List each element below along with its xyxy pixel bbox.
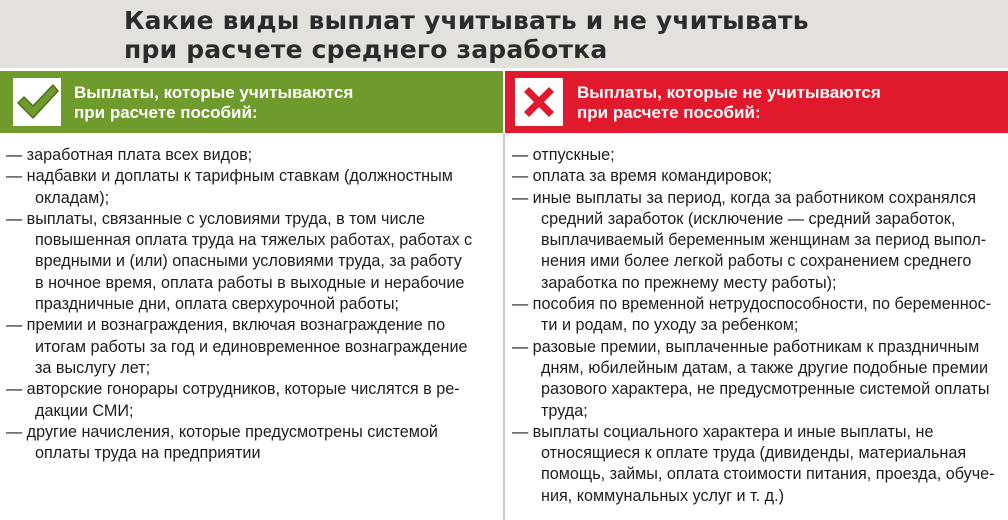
page-title <box>124 6 924 64</box>
included-payments-header <box>0 71 503 133</box>
list-item: — иные выплаты за период, когда за работником сохранялся <box>512 188 976 207</box>
title-line: Какие виды выплат учитывать и не учитывать <box>124 6 809 35</box>
list-item-continuation: окладам); <box>35 188 110 207</box>
column-divider <box>503 133 505 520</box>
list-item: — надбавки и доплаты к тарифным ставкам (должностным <box>6 167 453 186</box>
header-line: при расчете пособий: <box>577 103 761 122</box>
header-line: Выплаты, которые не учитываются <box>577 83 881 102</box>
list-item: — разовые премии, выплаченные работникам к праздничным <box>512 337 980 356</box>
excluded-header-label <box>577 83 881 123</box>
header-line: Выплаты, которые учитываются <box>74 83 354 102</box>
list-item-continuation: оплаты труда на предприятии <box>35 444 261 463</box>
list-item-continuation: праздничные дни, оплата сверхурочной работы; <box>35 295 399 314</box>
list-item: — заработная плата всех видов; <box>6 146 253 164</box>
list-item: — оплата за время командировок; <box>512 167 773 186</box>
included-payments-list <box>6 145 498 464</box>
header-line: при расчете пособий: <box>74 103 258 122</box>
list-item-continuation: ния, коммунальных услуг и т. д.) <box>541 486 784 505</box>
list-item: — отпускные; <box>512 146 615 164</box>
list-item-continuation: дням, юбилейным датам, а также другие подобные премии <box>541 358 989 377</box>
checkmark-icon <box>13 78 61 126</box>
list-item-continuation: ти и родам, по уходу за ребенком; <box>541 316 799 335</box>
excluded-payments-list <box>512 145 1006 507</box>
list-item-continuation: вредными и (или) опасными условиями труда, за работу <box>35 252 462 271</box>
list-item-continuation: нения ими более легкой работы с сохранением среднего <box>541 252 972 271</box>
list-item: — другие начисления, которые предусмотрены системой <box>6 422 438 441</box>
list-item-continuation: итогам работы за год и единовременное вознаграждение <box>35 337 468 356</box>
list-item-continuation: относящиеся к оплате труда (дивиденды, материальная <box>541 444 967 463</box>
list-item: — выплаты социального характера и иные выплаты, не <box>512 422 934 441</box>
excluded-payments-header <box>505 71 1008 133</box>
list-item-continuation: за выслугу лет; <box>35 358 151 377</box>
list-item: — авторские гонорары сотрудников, которые числятся в ре- <box>6 380 460 399</box>
title-line: при расчете среднего заработка <box>124 35 608 64</box>
list-item-continuation: повышенная оплата труда на тяжелых работах, работах с <box>35 231 473 250</box>
cross-icon <box>515 78 563 126</box>
list-item-continuation: заработка по прежнему месту работы); <box>541 273 837 292</box>
list-item-continuation: выплачиваемый беременным женщинам за период выпол- <box>541 231 987 250</box>
list-item-continuation: разового характера, не предусмотренные системой оплаты <box>541 380 990 399</box>
included-header-label <box>74 83 353 123</box>
list-item-continuation: дакции СМИ; <box>35 401 134 420</box>
list-item-continuation: помощь, займы, оплата стоимости питания, проезда, обуче- <box>541 465 995 484</box>
checkmark-badge <box>13 78 61 126</box>
list-item-continuation: средний заработок (исключение — средний заработок, <box>541 209 956 228</box>
list-item-continuation: в ночное время, оплата работы в выходные и нерабочие <box>35 273 465 292</box>
list-item: — выплаты, связанные с условиями труда, в том числе <box>6 209 426 228</box>
cross-badge <box>515 78 563 126</box>
list-item-continuation: труда; <box>541 401 588 420</box>
list-item: — пособия по временной нетрудоспособности, по беременнос- <box>512 295 992 314</box>
list-item: — премии и вознаграждения, включая вознаграждение по <box>6 316 446 335</box>
